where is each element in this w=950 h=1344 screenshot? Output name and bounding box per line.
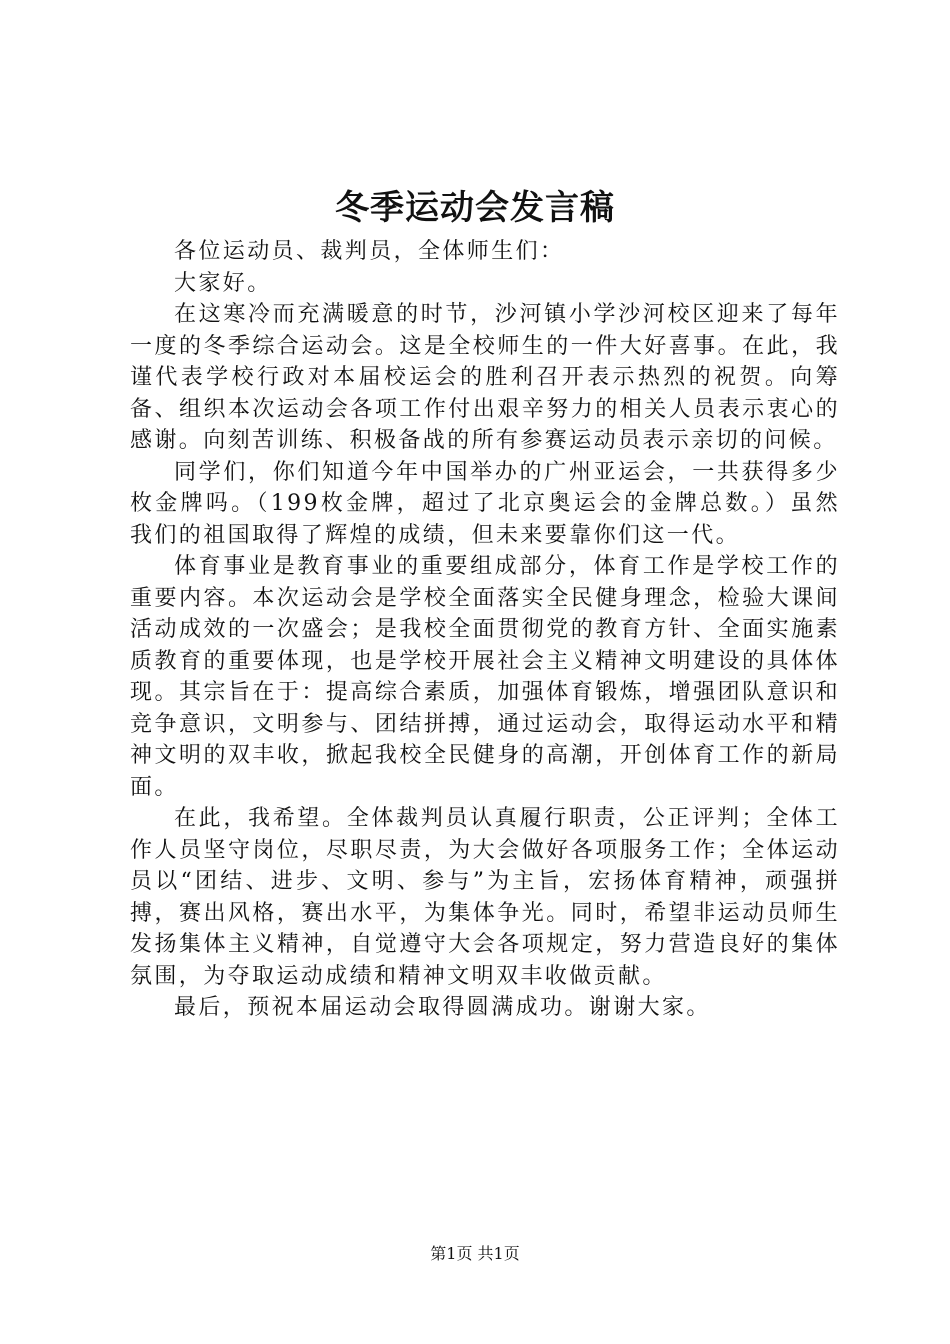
salutation-paragraph: 大家好。 xyxy=(174,270,272,296)
asian-games-paragraph: 同学们，你们知道今年中国举办的广州亚运会，一共获得多少枚金牌吗。（199枚金牌，超过了北京奥运会的金牌总数。）虽然我们的祖国取得了辉煌的成绩，但未来要靠你们这一代。 xyxy=(130,459,840,548)
expectations-paragraph: 在此，我希望。全体裁判员认真履行职责，公正评判；全体工作人员坚守岗位，尽职尽责，为大会做好各项服务工作；全体运动员以“团结、进步、文明、参与”为主旨，宏扬体育精神，顽强拼搏，赛出风格，赛出水平，为集体争光。同时，希望非运动员师生发扬集体主义精神，自觉遵守大会各项规定，努力营造良好的集体氛围，为夺取运动成绩和精神文明双丰收做贡献。 xyxy=(130,806,840,989)
closing-paragraph: 最后，预祝本届运动会取得圆满成功。谢谢大家。 xyxy=(174,995,711,1020)
document-title: 冬季运动会发言稿 xyxy=(335,188,615,228)
document-body xyxy=(130,236,840,1024)
page-footer: 第1页 共1页 xyxy=(430,1244,520,1263)
sports-purpose-paragraph: 体育事业是教育事业的重要组成部分，体育工作是学校工作的重要内容。本次运动会是学校全面落实全民健身理念，检验大课间活动成效的一次盛会；是我校全面贯彻党的教育方针、全面实施素质教育的重要体现，也是学校开展社会主义精神文明建设的具体体现。其宗旨在于：提高综合素质，加强体育锻炼，增强团队意识和竞争意识，文明参与、团结拼搏，通过运动会，取得运动水平和精神文明的双丰收，掀起我校全民健身的高潮，开创体育工作的新局面。 xyxy=(130,554,840,800)
greeting-paragraph: 各位运动员、裁判员，全体师生们： xyxy=(174,239,565,264)
opening-paragraph: 在这寒冷而充满暖意的时节，沙河镇小学沙河校区迎来了每年一度的冬季综合运动会。这是全校师生的一件大好喜事。在此，我谨代表学校行政对本届校运会的胜利召开表示热烈的祝贺。向筹备、组织本次运动会各项工作付出艰辛努力的相关人员表示衷心的感谢。向刻苦训练、积极备战的所有参赛运动员表示亲切的问候。 xyxy=(130,302,840,453)
